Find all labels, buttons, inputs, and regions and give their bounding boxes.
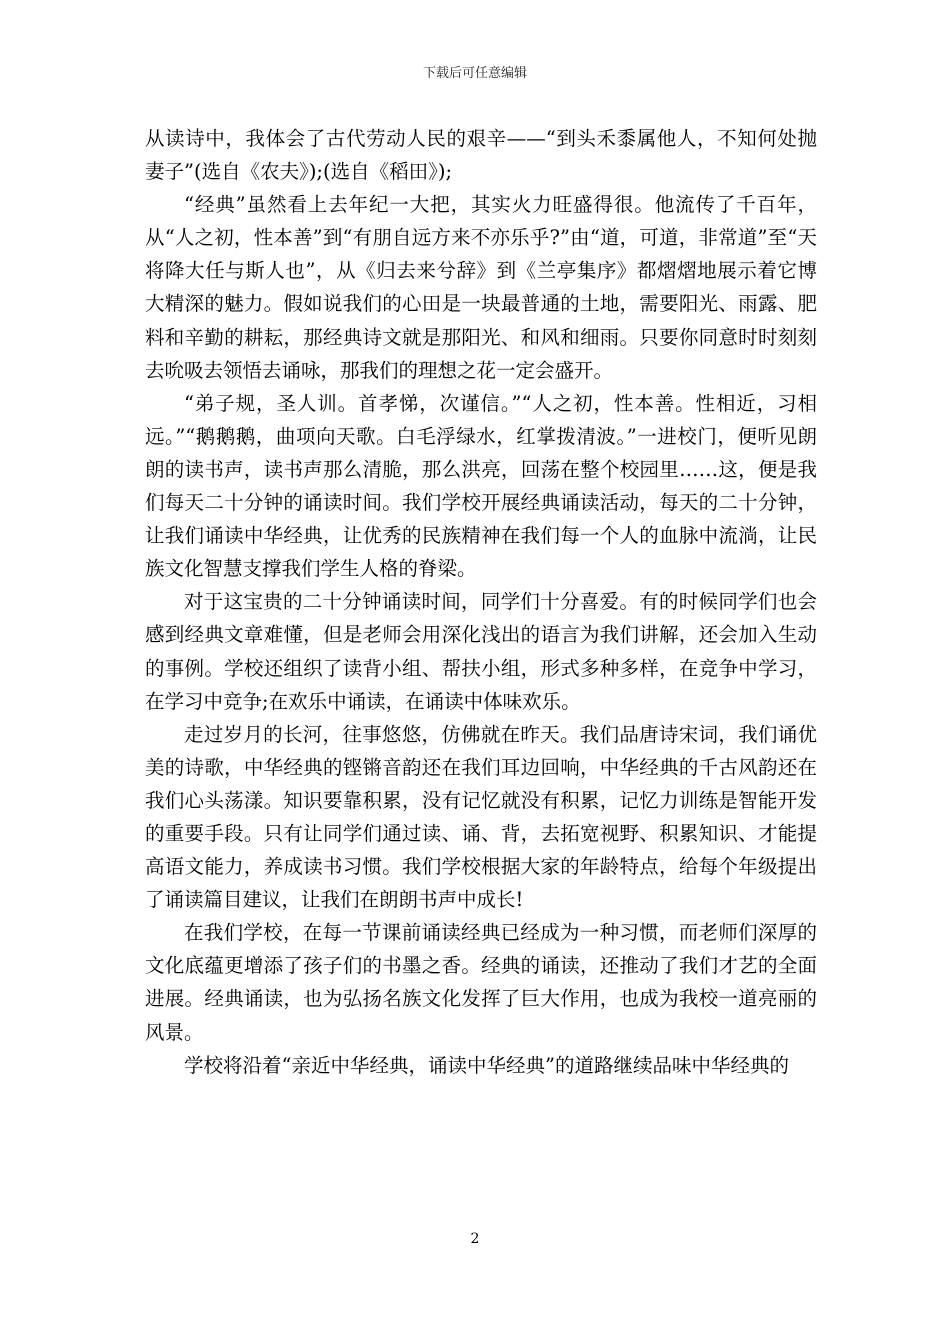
page-number: 2 [470,1231,480,1247]
page-header: 下载后可任意编辑 [422,66,527,81]
document-body [145,122,817,1082]
paragraph: 在我们学校，在每一节课前诵读经典已经成为一种习惯，而老师们深厚的文化底蕴更增添了孩子们的书墨之香。经典的诵读，还推动了我们才艺的全面进展。经典诵读，也为弘扬名族文化发挥了巨大作用，也成为我校一道亮丽的风景。 [145,921,817,1044]
paragraph: “弟子规，圣人训。首孝悌，次谨信。”“人之初，性本善。性相近，习相远。”“鹅鹅鹅，曲项向天歌。白毛浮绿水，红掌拨清波。”一进校门，便听见朗朗的读书声，读书声那么清脆，那么洪亮，回荡在整个校园里……这，便是我们每天二十分钟的诵读时间。我们学校开展经典诵读活动，每天的二十分钟，让我们诵读中华经典，让优秀的民族精神在我们每一个人的血脉中流淌，让民族文化智慧支撑我们学生人格的脊梁。 [145,391,817,581]
paragraph: 从读诗中，我体会了古代劳动人民的艰辛——“到头禾黍属他人，不知何处抛妻子”(选自《农夫》);(选自《稻田》); [145,127,817,184]
paragraph: 对于这宝贵的二十分钟诵读时间，同学们十分喜爱。有的时候同学们也会感到经典文章难懂，但是老师会用深化浅出的语言为我们讲解，还会加入生动的事例。学校还组织了读背小组、帮扶小组，形式多种多样，在竞争中学习，在学习中竞争;在欢乐中诵读，在诵读中体味欢乐。 [145,590,817,713]
paragraph: 走过岁月的长河，往事悠悠，仿佛就在昨天。我们品唐诗宋词，我们诵优美的诗歌，中华经典的铿锵音韵还在我们耳边回响，中华经典的千古风韵还在我们心头荡漾。知识要靠积累，没有记忆就没有积累，记忆力训练是智能开发的重要手段。只有让同学们通过读、诵、背，去拓宽视野、积累知识、才能提高语文能力，养成读书习惯。我们学校根据大家的年龄特点，给每个年级提出了诵读篇目建议，让我们在朗朗书声中成长! [145,722,817,912]
paragraph: “经典”虽然看上去年纪一大把，其实火力旺盛得很。他流传了千百年，从“人之初，性本善”到“有朋自远方来不亦乐乎?”由“道，可道，非常道”至“天将降大任与斯人也”，从《归去来兮辞》到《兰亭集序》都熠熠地展示着它博大精深的魅力。假如说我们的心田是一块最普通的土地，需要阳光、雨露、肥料和辛勤的耕耘，那经典诗文就是那阳光、和风和细雨。只要你同意时时刻刻去吮吸去领悟去诵咏，那我们的理想之花一定会盛开。 [145,193,817,382]
paragraph: 学校将沿着“亲近中华经典，诵读中华经典”的道路继续品味中华经典的 [184,1053,789,1077]
